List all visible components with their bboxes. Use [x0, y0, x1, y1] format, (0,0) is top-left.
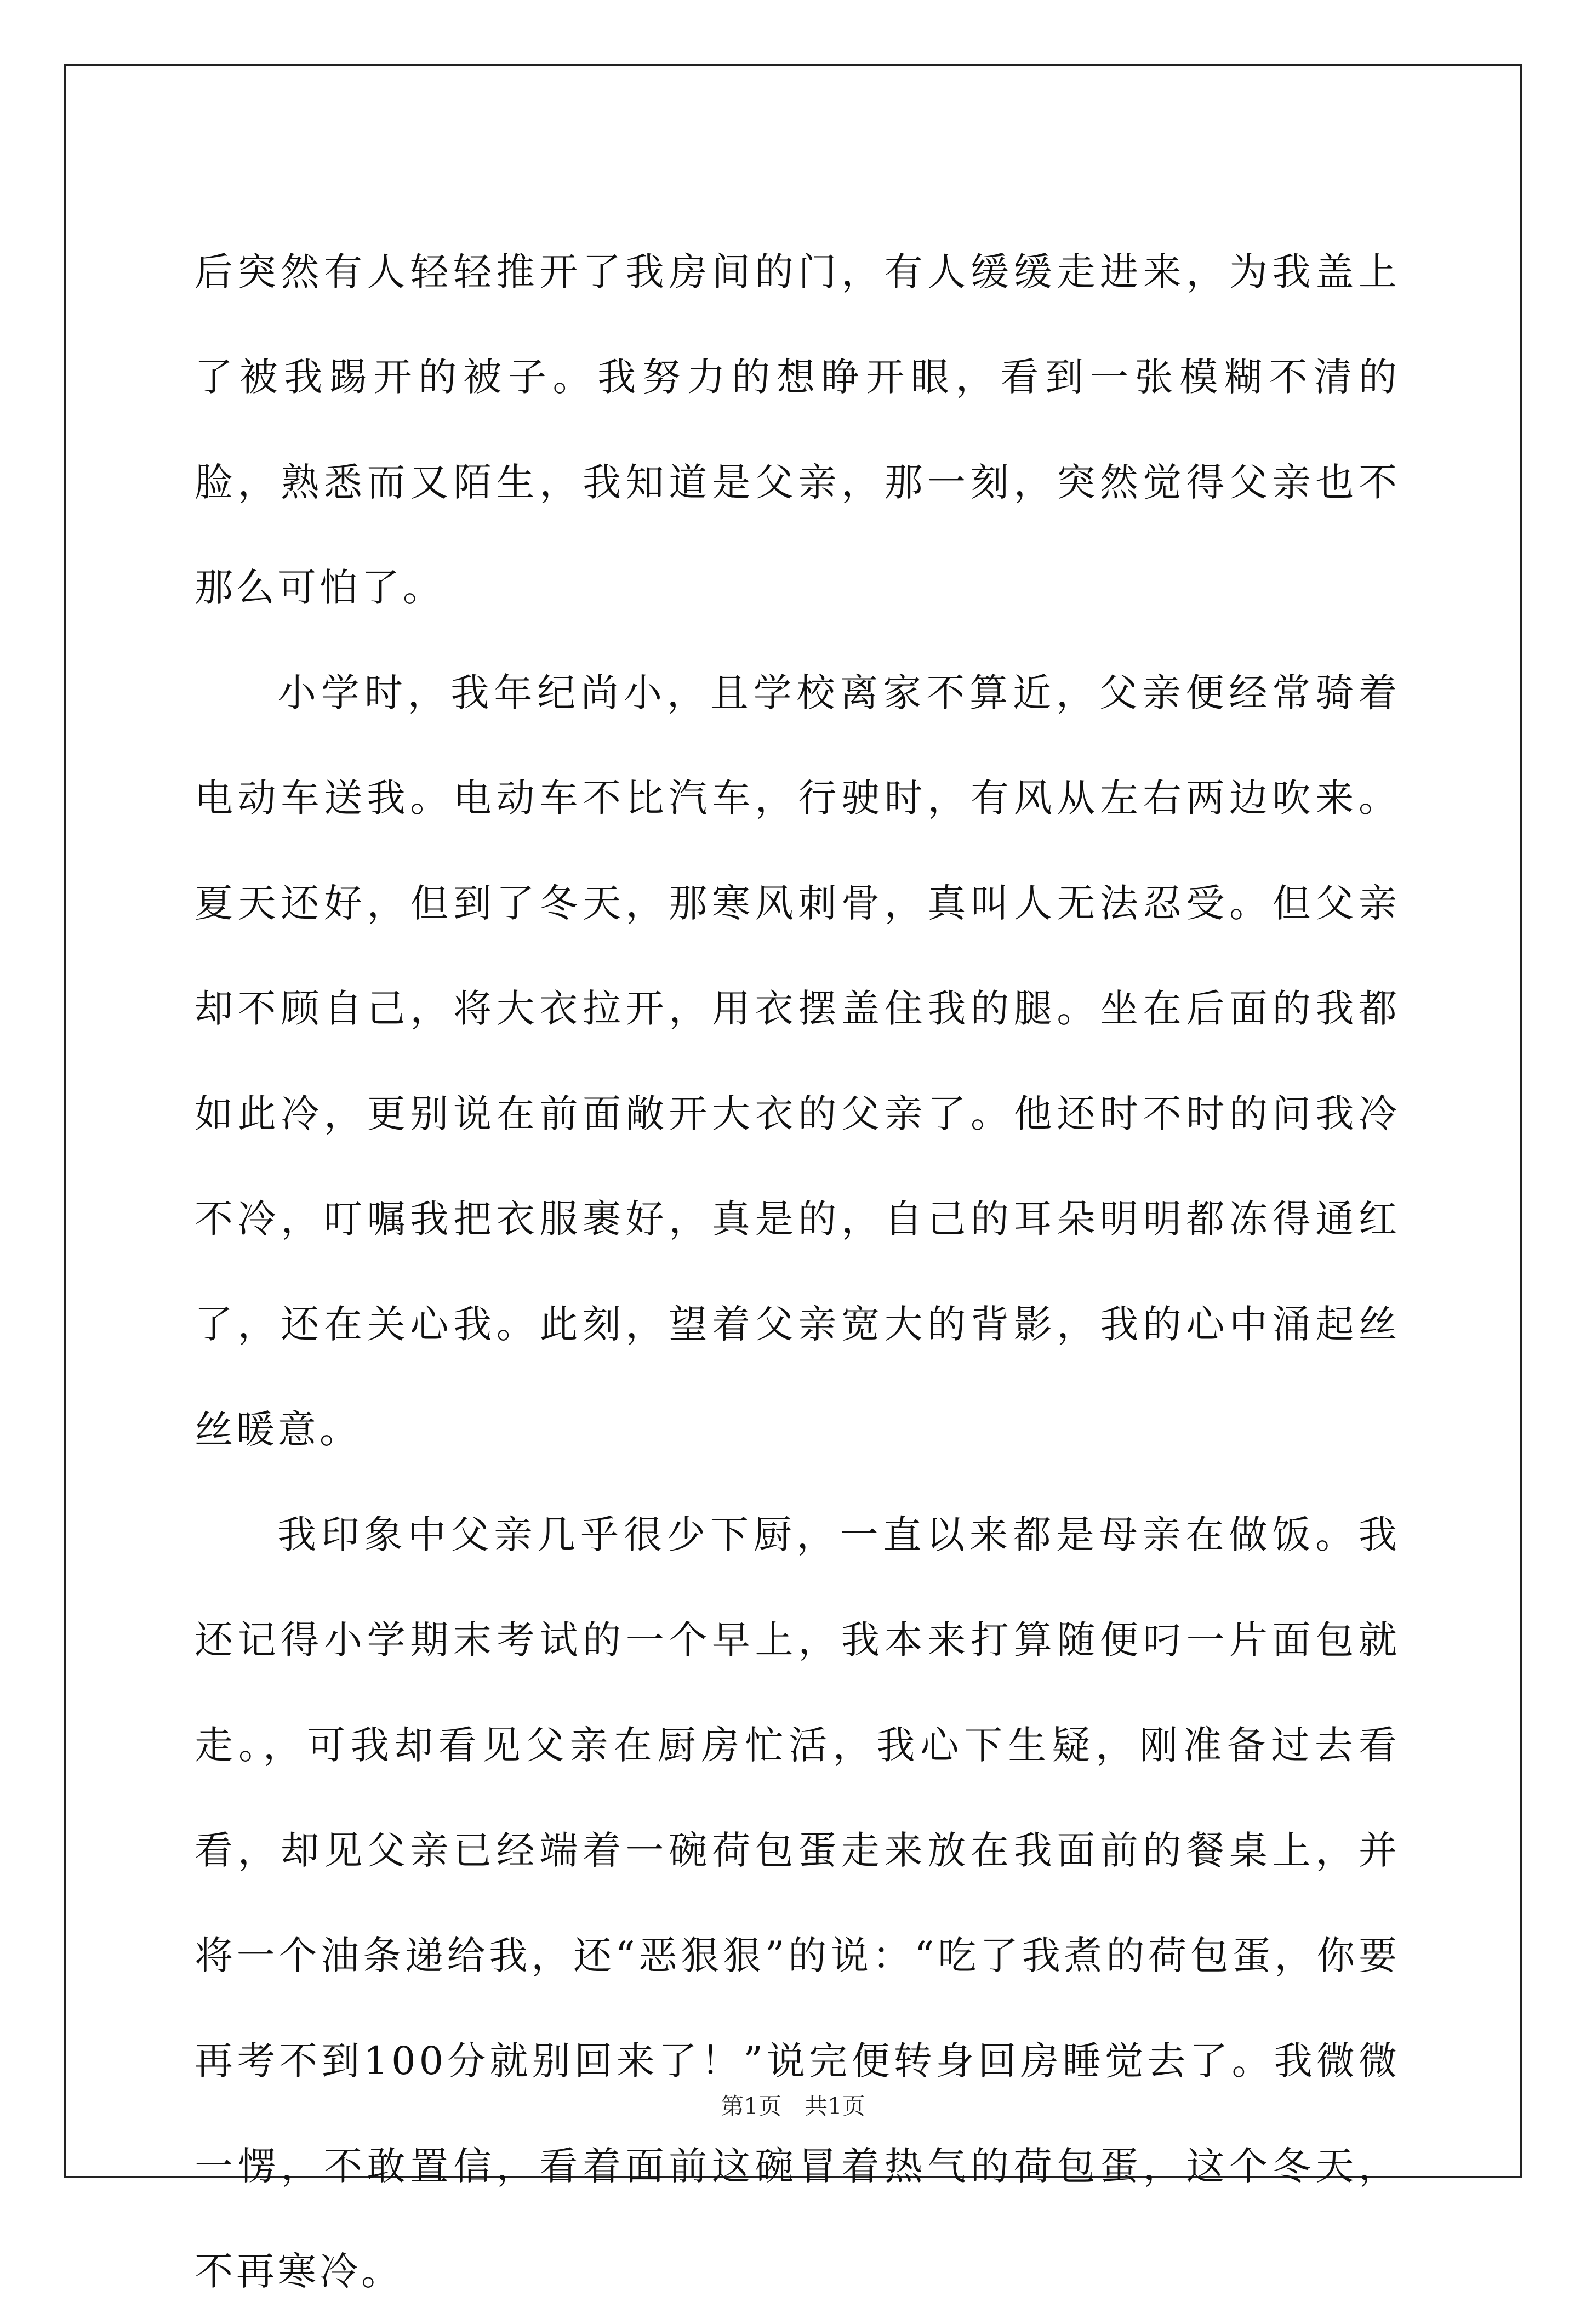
paragraph-1: 后突然有人轻轻推开了我房间的门，有人缓缓走进来，为我盖上了被我踢开的被子。我努力的想睁开眼，看到一张模糊不清的脸，熟悉而又陌生，我知道是父亲，那一刻，突然觉得父亲也不那么可怕了。	[195, 249, 1400, 610]
paragraph-2: 小学时，我年纪尚小，且学校离家不算近，父亲便经常骑着电动车送我。电动车不比汽车，行驶时，有风从左右两边吹来。夏天还好，但到了冬天，那寒风刺骨，真叫人无法忍受。但父亲却不顾自己，将大衣拉开，用衣摆盖住我的腿。坐在后面的我都如此冷，更别说在前面敞开大衣的父亲了。他还时不时的问我冷不冷，叮嘱我把衣服裹好，真是的，自己的耳朵明明都冻得通红了，还在关心我。此刻，望着父亲宽大的背影，我的心中涌起丝丝暖意。	[195, 670, 1400, 1452]
page-number-footer: 第1页 共1页	[721, 2093, 865, 2120]
paragraph-3: 我印象中父亲几乎很少下厨，一直以来都是母亲在做饭。我还记得小学期末考试的一个早上，我本来打算随便叼一片面包就走。，可我却看见父亲在厨房忙活，我心下生疑，刚准备过去看看，却见父亲已经端着一碗荷包蛋走来放在我面前的餐桌上，并将一个油条递给我，还“恶狠狠”的说：“吃了我煮的荷包蛋，你要再考不到100分就别回来了！”说完便转身回房睡觉去了。我微微一愣，不敢置信，看着面前这碗冒着热气的荷包蛋，这个冬天，不再寒冷。	[195, 1512, 1400, 2294]
document-body	[195, 219, 1400, 2324]
